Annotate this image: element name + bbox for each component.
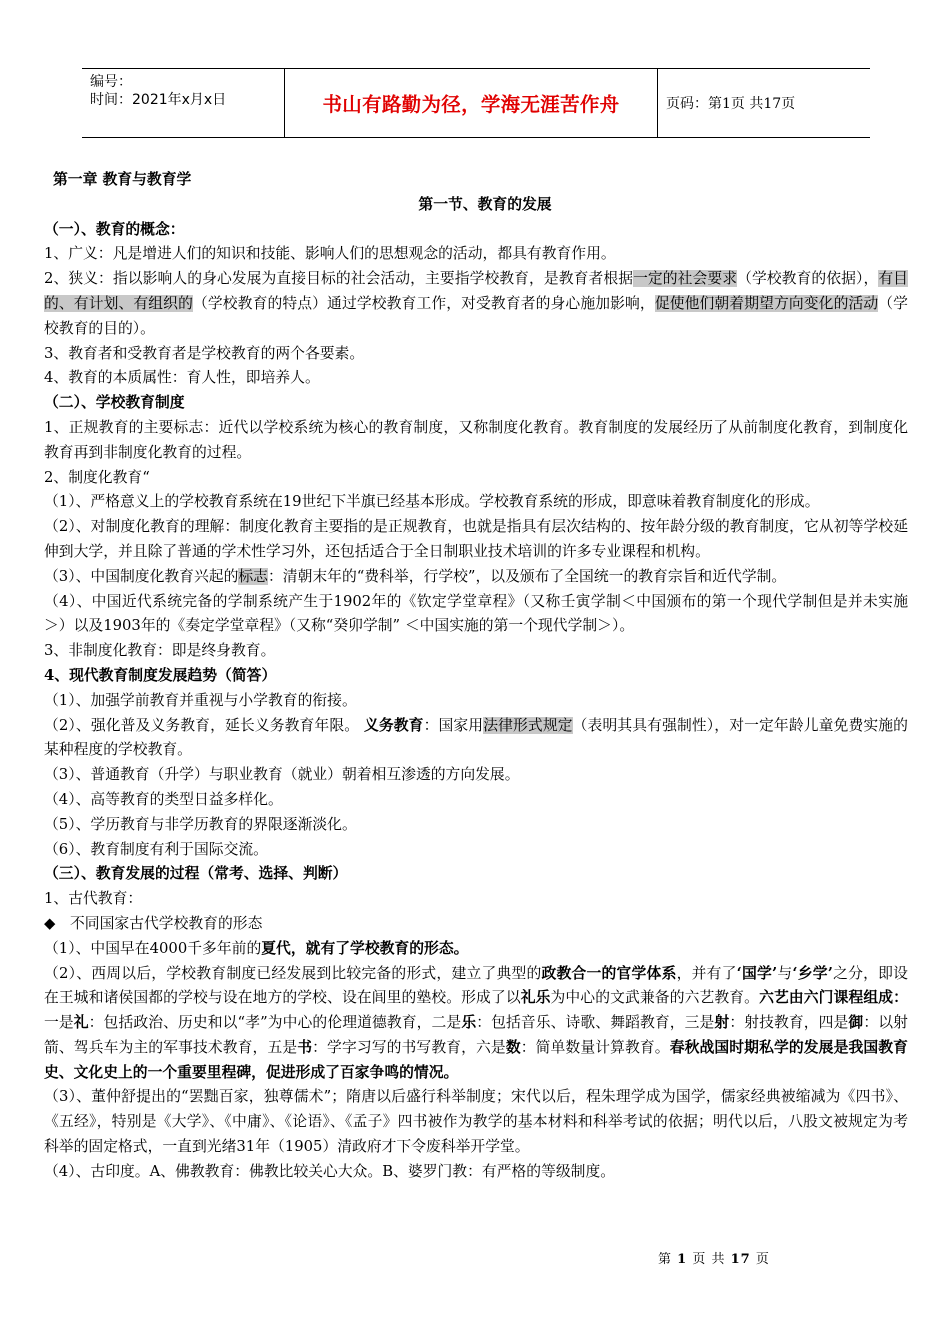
highlight-text: 标志 (238, 567, 268, 585)
diamond-bullet-icon: ◆ (44, 914, 56, 932)
heading-school-system: （二）、学校教育制度 (44, 394, 185, 412)
paragraph (44, 962, 908, 1086)
bold-text: 射 (714, 1014, 730, 1032)
bold-text: ‘国学’ (736, 964, 778, 982)
text-run: ：包括音乐、诗歌、舞蹈教育，三是 (476, 1014, 715, 1032)
text-run: ：国家用 (423, 716, 484, 734)
motto-text: 书山有路勤为径，学海无涯苦作舟 (322, 93, 620, 116)
header-page-info (658, 69, 870, 137)
text-run: ：包括政治、历史和以“孝”为中心的伦理道德教育，二是 (88, 1014, 462, 1032)
text-run: 不同国家古代学校教育的形态 (70, 914, 263, 932)
text-run: ：以射箭、驾兵车为主的军事技术教育，五是 (44, 1014, 908, 1056)
bold-text: 御 (848, 1014, 864, 1032)
paragraph: 3、教育者和受教育者是学校教育的两个各要素。 (44, 344, 365, 362)
bold-text: 义务教育 (363, 716, 424, 734)
text-run: 为中心的文武兼备的六艺教育。 (550, 989, 760, 1007)
footer-text: 页 (750, 1252, 770, 1267)
page-info-text: 页码：第1页 共17页 (666, 96, 796, 112)
text-run: （3）、中国制度化教育兴起的 (44, 567, 239, 585)
paragraph: 3、非制度化教育：即是终身教育。 (44, 642, 276, 660)
total-pages: 17 (730, 1252, 751, 1267)
text-run: ：学字习写的书写教育，六是 (312, 1038, 506, 1056)
footer-text: 页 共 (687, 1252, 731, 1267)
text-run: （1）、中国早在4000千多年前的 (44, 939, 262, 957)
paragraph (44, 267, 908, 341)
text-run: ，并有了 (676, 964, 737, 982)
text-run: （表明其具有强制性），对一定年龄儿童免费实施的某种程度的学校教育。 (44, 716, 908, 759)
text-run: （学校教育的目的）。 (44, 294, 908, 337)
header-motto-cell (284, 69, 658, 137)
paragraph: （5）、学历教育与非学历教育的界限逐渐淡化。 (44, 815, 357, 833)
chapter-title: 第一章 教育与教育学 (53, 171, 192, 188)
paragraph: （4）、中国近代系统完备的学制系统产生于1902年的《钦定学堂章程》（又称壬寅学制＜中国颁布的第一个现代学制但是并未实施＞）以及1903年的《奏定学堂章程》（又称“癸卯学制” ＜中国实施的第一个现代学制＞）。 (44, 592, 908, 635)
text-run: 2、狭义：指以影响人的身心发展为直接目标的社会活动，主要指学校教育，是教育者根据 (44, 270, 634, 288)
paragraph: 1、广义：凡是增进人们的知识和技能、影响人们的思想观念的活动，都具有教育作用。 (44, 245, 616, 263)
highlight-text: 法律形式规定 (483, 716, 573, 734)
bold-text: 夏代，就有了学校教育的形态。 (261, 939, 469, 957)
paragraph: （4）、古印度。A、佛教教育：佛教比较关心大众。B、婆罗门教：有严格的等级制度。 (44, 1162, 616, 1180)
paragraph (44, 937, 908, 962)
text-run: （2）、西周以后，学校教育制度已经发展到比较完备的形式，建立了典型的 (44, 964, 542, 982)
text-run: （学校教育的依据）， (737, 270, 879, 288)
text-run: 一是 (44, 1014, 74, 1032)
heading-modern-trend: 4、现代教育制度发展趋势（简答） (44, 666, 277, 684)
text-run: ：射技教育，四是 (729, 1014, 849, 1032)
document-body (44, 168, 908, 1185)
highlight-text: 有目的、有计划、有组织的 (44, 270, 908, 312)
paragraph: （3）、普通教育（升学）与职业教育（就业）朝着相互渗透的方向发展。 (44, 766, 520, 784)
text-run: （学校教育的特点）通过学校教育工作，对受教育者的身心施加影响， (192, 294, 655, 312)
time-label: 时间：2021年x月x日 (90, 92, 227, 108)
paragraph: 2、制度化教育“ (44, 468, 150, 486)
heading-development-process: （三）、教育发展的过程（常考、选择、判断） (44, 865, 348, 883)
highlight-text: 一定的社会要求 (633, 270, 738, 288)
text-run: 与 (777, 964, 793, 982)
bold-text: 政教合一的官学体系 (541, 964, 677, 982)
text-run: ：清朝末年的“费科举，行学校”，以及颁布了全国统一的教育宗旨和近代学制。 (267, 567, 787, 585)
footer-text: 第 (658, 1252, 678, 1267)
text-run: （2）、强化普及义务教育，延长义务教育年限。 (44, 716, 364, 734)
highlight-text: 促使他们朝着期望方向变化的活动 (654, 294, 879, 312)
paragraph: 4、教育的本质属性：育人性，即培养人。 (44, 369, 320, 387)
paragraph: （6）、教育制度有利于国际交流。 (44, 840, 268, 858)
paragraph: （1）、加强学前教育并重视与小学教育的衔接。 (44, 691, 357, 709)
paragraph: 1、正规教育的主要标志：近代以学校系统为核心的教育制度，又称制度化教育。教育制度的发展经历了从前制度化教育，到制度化教育再到非制度化教育的过程。 (44, 418, 908, 461)
page-footer (658, 1248, 770, 1267)
text-run: ：简单数量计算教育。 (520, 1038, 670, 1056)
bold-text: 数 (505, 1038, 521, 1056)
bold-text: ‘乡学’ (792, 964, 833, 982)
bold-text: 书 (297, 1038, 313, 1056)
bold-text: 礼乐 (520, 989, 551, 1007)
paragraph: 1、古代教育： (44, 890, 143, 908)
bold-text: 春秋战国时期私学的发展是我国教育史、文化史上的一个重要里程碑，促进形成了百家争鸣的情况。 (44, 1038, 908, 1081)
heading-concept: （一）、教育的概念： (44, 220, 185, 238)
text-run: 之分，即设在王城和诸侯国都的学校与设在地方的学校、设在闾里的塾校。形成了以 (44, 964, 908, 1007)
bold-text: 六艺由六门课程组成： (759, 989, 908, 1007)
section-title: 第一节、教育的发展 (418, 195, 552, 213)
page-header (82, 68, 870, 138)
paragraph: （2）、对制度化教育的理解：制度化教育主要指的是正规教育，也就是指具有层次结构的、按年龄分级的教育制度，它从初等学校延伸到大学，并且除了普通的学术性学习外，还包括适合于全日制职业技术培训的许多专业课程和机构。 (44, 518, 908, 560)
number-label: 编号： (90, 74, 132, 90)
bullet-line (44, 912, 908, 937)
paragraph: （1）、严格意义上的学校教育系统在19世纪下半旗已经基本形成。学校教育系统的形成，即意味着教育制度化的形成。 (44, 493, 820, 511)
paragraph (44, 565, 908, 590)
paragraph (44, 714, 908, 764)
bold-text: 乐 (461, 1014, 477, 1032)
page-number: 1 (677, 1252, 688, 1267)
paragraph: （3）、董仲舒提出的“罢黜百家，独尊儒术”；隋唐以后盛行科举制度；宋代以后，程朱理学成为国学，儒家经典被缩减为《四书》、《五经》，特别是《大学》、《中庸》、《论语》、《孟子》四书被作为教学的基本材料和科举考试的依据；明代以后，八股文被规定为考科举的固定格式，一直到光绪31年（1905）清政府才下令废科举开学堂。 (44, 1088, 908, 1156)
paragraph: （4）、高等教育的类型日益多样化。 (44, 790, 283, 808)
bold-text: 礼 (73, 1014, 89, 1032)
header-meta (82, 69, 284, 137)
